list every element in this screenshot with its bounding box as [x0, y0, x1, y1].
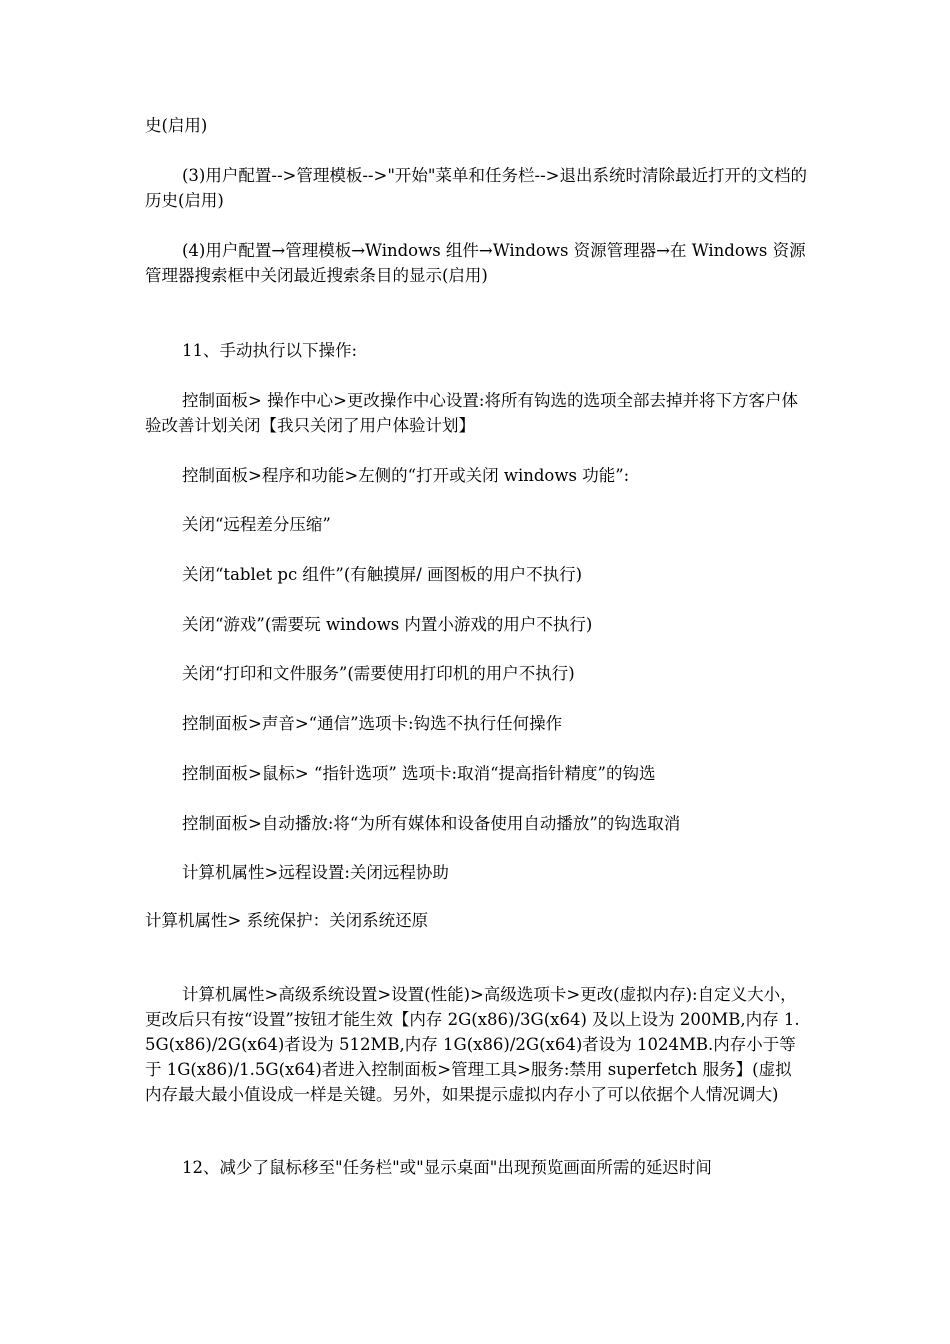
- paragraph-remote-diff: 关闭“远程差分压缩”: [182, 515, 331, 534]
- paragraph-item-4: (4)用户配置→管理模板→Windows 组件→Windows 资源管理器→在 Windows 资源管理器搜索框中关闭最近搜索条目的显示(启用): [145, 241, 806, 285]
- paragraph-action-center: 控制面板> 操作中心>更改操作中心设置:将所有钩选的选项全部去掉并将下方客户体验改善计划关闭【我只关闭了用户体验计划】: [145, 391, 798, 435]
- paragraph-sound: 控制面板>声音>“通信”选项卡:钩选不执行任何操作: [182, 714, 563, 733]
- paragraph-windows-features: 控制面板>程序和功能>左侧的“打开或关闭 windows 功能”:: [182, 466, 630, 485]
- paragraph-remote-settings: 计算机属性>远程设置:关闭远程协助: [182, 863, 449, 882]
- section-heading-12: 12、减少了鼠标移至"任务栏"或"显示桌面"出现预览画面所需的延迟时间: [182, 1158, 712, 1177]
- paragraph-virtual-memory: 计算机属性>高级系统设置>设置(性能)>高级选项卡>更改(虚拟内存):自定义大小，更改后只有按“设置”按钮才能生效【内存 2G(x86)/3G(x64) 及以上设为 200MB,内存 1.5G(x86)/2G(x64)者设为 512MB,内存 1G(x86)/2G(x64)者设为 1024MB.内存小于等于 1G(x86)/1.5G(x64)者进入控制面板>管理工具>服务:禁用 superfetch 服务】(虚拟内存最大最小值设成一样是关键。另外，如果提示虚拟内存小了可以依据个人情况调大): [145, 985, 800, 1104]
- paragraph-history-continuation: 史(启用): [145, 116, 208, 135]
- paragraph-system-protection: 计算机属性> 系统保护：关闭系统还原: [145, 911, 429, 930]
- paragraph-tablet-pc: 关闭“tablet pc 组件”(有触摸屏/ 画图板的用户不执行): [182, 565, 583, 584]
- paragraph-autoplay: 控制面板>自动播放:将“为所有媒体和设备使用自动播放”的钩选取消: [182, 814, 681, 833]
- paragraph-item-3: (3)用户配置-->管理模板-->"开始"菜单和任务栏-->退出系统时清除最近打开的文档的历史(启用): [145, 166, 807, 210]
- paragraph-games: 关闭“游戏”(需要玩 windows 内置小游戏的用户不执行): [182, 615, 593, 634]
- paragraph-print-services: 关闭“打印和文件服务”(需要使用打印机的用户不执行): [182, 664, 575, 683]
- section-heading-11: 11、手动执行以下操作:: [182, 341, 358, 360]
- paragraph-mouse: 控制面板>鼠标> “指针选项” 选项卡:取消“提高指针精度”的钩选: [182, 764, 656, 783]
